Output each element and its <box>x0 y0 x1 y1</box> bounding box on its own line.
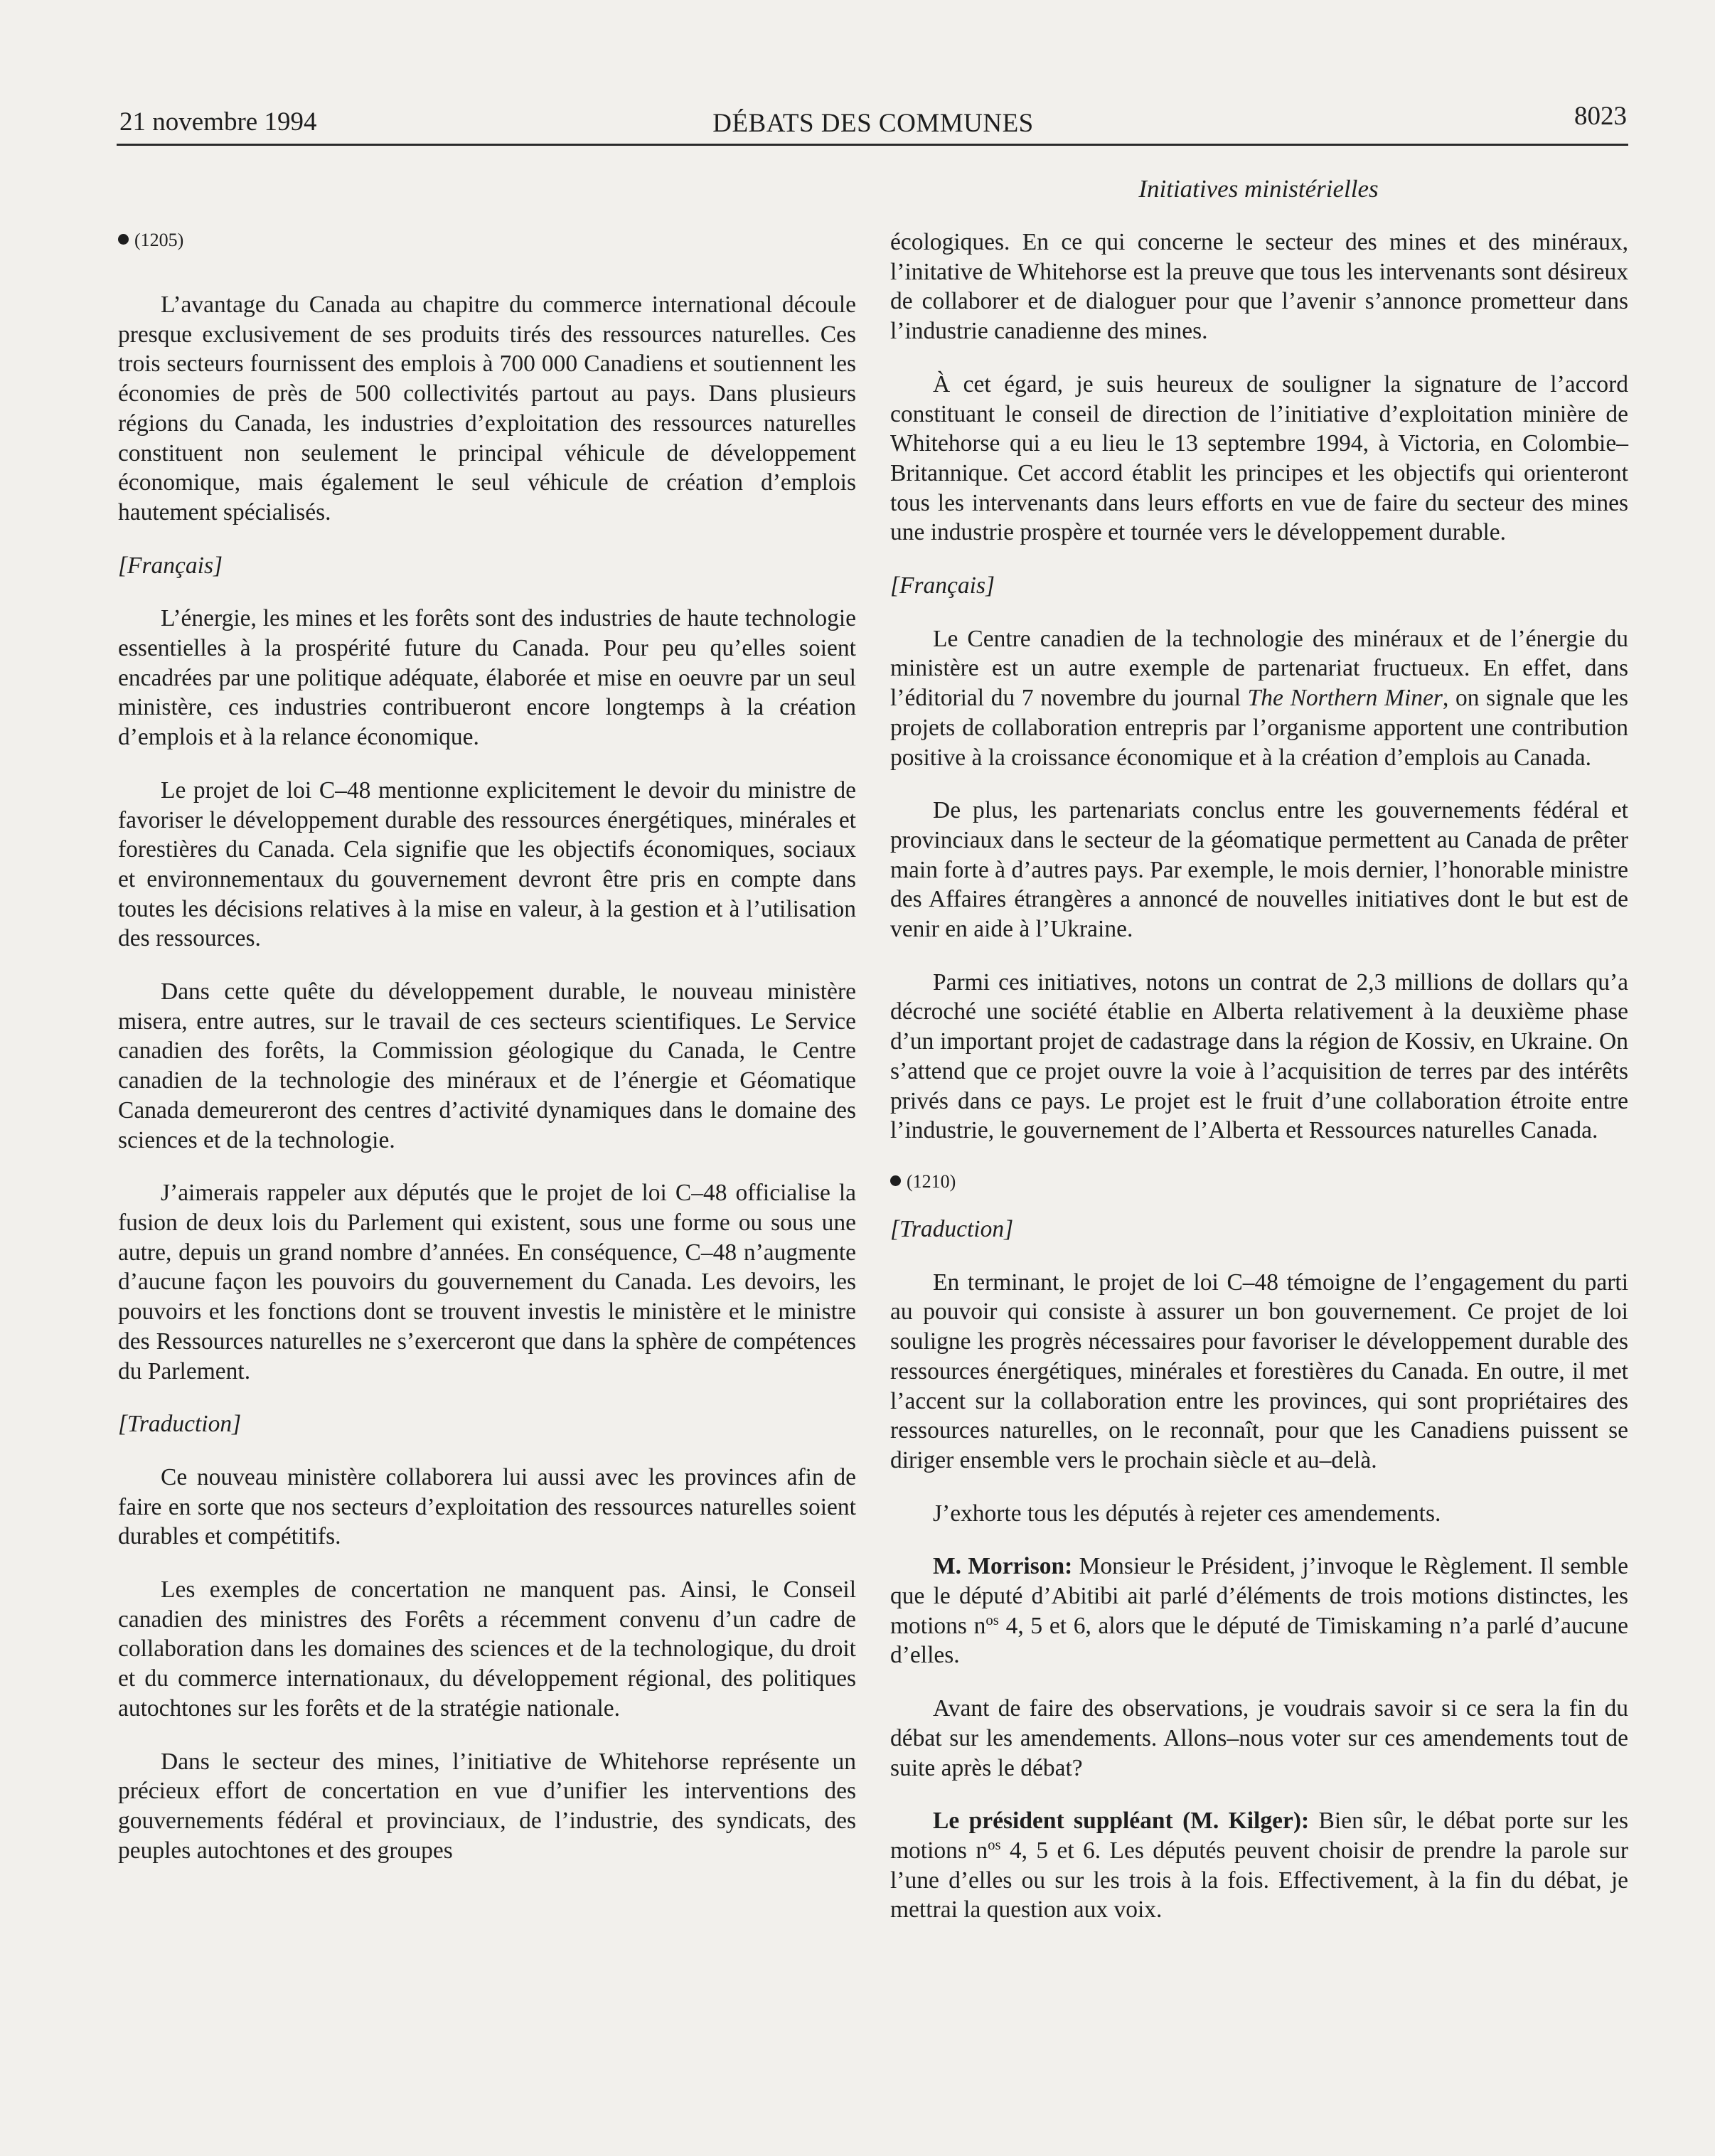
paragraph-text: Monsieur le Président, j’invoque le Règlement. Il semble que le député d’Abitibi ait parlé d’éléments de trois motions distinctes, les motions n <box>890 1553 1628 1639</box>
time-marker <box>890 1169 1628 1195</box>
paragraph: À cet égard, je suis heureux de souligner la signature de l’accord constituant le conseil de direction de l’initiative d’exploitation minière de Whitehorse qui a eu lieu le 13 septembre 1994, à Victoria, en Colombie–Britannique. Cet accord établit les principes et les objectifs qui orienteront tous les intervenants dans leurs efforts en vue de faire du secteur des mines une industrie prospère et tournée vers le développement durable. <box>890 370 1628 546</box>
header-date: 21 novembre 1994 <box>119 107 317 137</box>
running-head: Initiatives ministérielles <box>1138 175 1379 203</box>
paragraph-text: , on signale que les projets de collaboration entrepris par l’organisme apportent une contribution positive à la croissance économique et à la création d’emplois au Canada. <box>890 685 1628 771</box>
paragraph: Parmi ces initiatives, notons un contrat de 2,3 millions de dollars qu’a décroché une société établie en Alberta relativement à la deuxième phase d’un important projet de cadastrage dans la région de Kossiv, en Ukraine. On s’attend que ce projet ouvre la voie à l’acquisition de terres par des intérêts privés dans ce pays. Le projet est le fruit d’une collaboration étroite entre l’industrie, le gouvernement de l’Alberta et Ressources naturelles Canada. <box>890 968 1628 1144</box>
paragraph-text: 4, 5 et 6, alors que le député de Timiskaming n’a parlé d’aucune d’elles. <box>890 1612 1628 1669</box>
paragraph-text: Bien sûr, le débat porte sur les motions n <box>890 1808 1628 1864</box>
bullet-icon <box>118 234 129 245</box>
superscript: os <box>988 1836 1001 1853</box>
right-column <box>890 228 1628 1948</box>
language-tag: [Français] <box>118 552 223 579</box>
paragraph: J’exhorte tous les députés à rejeter ces amendements. <box>933 1500 1441 1527</box>
speaker-name: M. Morrison: <box>933 1553 1073 1580</box>
superscript: os <box>985 1611 999 1628</box>
page-header <box>119 101 1627 141</box>
paragraph <box>890 1552 1628 1670</box>
paragraph: En terminant, le projet de loi C–48 témoigne de l’engagement du parti au pouvoir qui consiste à assurer un bon gouvernement. Ce projet de loi souligne les progrès nécessaires pour favoriser le développement durable des ressources énergétiques, minérales et forestières du Canada. En outre, il met l’accent sur la collaboration entre les provinces, qui sont propriétaires des ressources naturelles, on le reconnaît, pour que les Canadiens puissent se diriger ensemble vers le prochain siècle et au–delà. <box>890 1269 1628 1473</box>
paragraph: L’énergie, les mines et les forêts sont des industries de haute technologie essentielles à la prospérité future du Canada. Pour peu qu’elles soient encadrées par une politique adéquate, élaborée et mise en oeuvre par un seul ministère, ces industries contribueront encore longtemps à la création d’emplois et à la relance économique. <box>118 605 856 751</box>
left-column <box>118 228 856 1889</box>
journal-title: The Northern Miner <box>1247 685 1443 712</box>
time-marker-text: (1210) <box>907 1170 956 1192</box>
language-tag: [Français] <box>890 572 995 599</box>
paragraph: L’avantage du Canada au chapitre du commerce international découle presque exclusivement de ses produits tirés des ressources naturelles. Ces trois secteurs fournissent des emplois à 700 000 Canadiens et soutiennent les économies de près de 500 collectivités partout au pays. Dans plusieurs régions du Canada, les industries d’exploitation des ressources naturelles constituent non seulement le principal véhicule de développement économique, mais également le seul véhicule de création d’emplois hautement spécialisés. <box>118 292 856 525</box>
paragraph-text: 4, 5 et 6. Les députés peuvent choisir de prendre la parole sur l’une d’elles ou sur les trois à la fois. Effectivement, à la fin du débat, je mettrai la question aux voix. <box>890 1837 1628 1923</box>
paragraph: écologiques. En ce qui concerne le secteur des mines et des minéraux, l’initative de Whitehorse est la preuve que tous les intervenants sont désireux de collaborer et de dialoguer pour que l’avenir s’annonce prometteur dans l’industrie canadienne des mines. <box>890 229 1628 345</box>
paragraph-text: Le Centre canadien de la technologie des minéraux et de l’énergie du ministère est un autre exemple de partenariat fructueux. En effet, dans l’éditorial du 7 novembre du journal <box>890 625 1628 712</box>
paragraph: Dans le secteur des mines, l’initiative de Whitehorse représente un précieux effort de concertation en vue d’unifier les interventions des gouvernements fédéral et provinciaux, de l’industrie, des syndicats, des peuples autochtones et des groupes <box>118 1748 856 1864</box>
paragraph <box>890 624 1628 773</box>
language-tag: [Traduction] <box>890 1215 1014 1242</box>
paragraph: Dans cette quête du développement durable, le nouveau ministère misera, entre autres, sur le travail de ces secteurs scientifiques. Le Service canadien des forêts, la Commission géologique du Canada, le Centre canadien de la technologie des minéraux et de l’énergie et Géomatique Canada demeureront des centres d’activité dynamiques dans le domaine des sciences et de la technologie. <box>118 978 856 1153</box>
paragraph: J’aimerais rappeler aux députés que le projet de loi C–48 officialise la fusion de deux lois du Parlement qui existent, sous une forme ou sous une autre, depuis un grand nombre d’années. En conséquence, C–48 n’augmente d’aucune façon les pouvoirs du gouvernement du Canada. Les devoirs, les pouvoirs et les fonctions dont se trouvent investis le ministère et le ministre des Ressources naturelles ne s’exerceront que dans la sphère de compétences du Parlement. <box>118 1180 856 1384</box>
paragraph: Avant de faire des observations, je voudrais savoir si ce sera la fin du débat sur les amendements. Allons–nous voter sur ces amendements tout de suite après le débat? <box>890 1695 1628 1781</box>
paragraph: De plus, les partenariats conclus entre les gouvernements fédéral et provinciaux dans le secteur de la géomatique permettent au Canada de prêter main forte à d’autres pays. Par exemple, le mois dernier, l’honorable ministre des Affaires étrangères a annoncé de nouvelles initiatives dont le but est de venir en aide à l’Ukraine. <box>890 797 1628 943</box>
time-marker <box>118 228 856 253</box>
speaker-name: Le président suppléant (M. Kilger): <box>933 1808 1310 1835</box>
paragraph <box>890 1806 1628 1925</box>
page-number: 8023 <box>1574 102 1627 131</box>
header-rule <box>117 144 1628 146</box>
bullet-icon <box>890 1175 901 1186</box>
paragraph: Ce nouveau ministère collaborera lui aussi avec les provinces afin de faire en sorte que nos secteurs d’exploitation des ressources naturelles soient durables et compétitifs. <box>118 1463 856 1550</box>
time-marker-text: (1205) <box>134 230 184 250</box>
header-title: DÉBATS DES COMMUNES <box>712 109 1034 138</box>
paragraph: Les exemples de concertation ne manquent pas. Ainsi, le Conseil canadien des ministres des Forêts a récemment convenu d’un cadre de collaboration dans les domaines des sciences et de la technologique, du droit et du commerce internationaux, du développement régional, des politiques autochtones sur les forêts et de la stratégie nationale. <box>118 1576 856 1722</box>
paragraph: Le projet de loi C–48 mentionne explicitement le devoir du ministre de favoriser le développement durable des ressources énergétiques, minérales et forestières du Canada. Cela signifie que les objectifs économiques, sociaux et environnementaux du gouvernement devront être pris en compte dans toutes les décisions relatives à la mise en valeur, à la gestion et à l’utilisation des ressources. <box>118 777 856 952</box>
language-tag: [Traduction] <box>118 1411 242 1438</box>
